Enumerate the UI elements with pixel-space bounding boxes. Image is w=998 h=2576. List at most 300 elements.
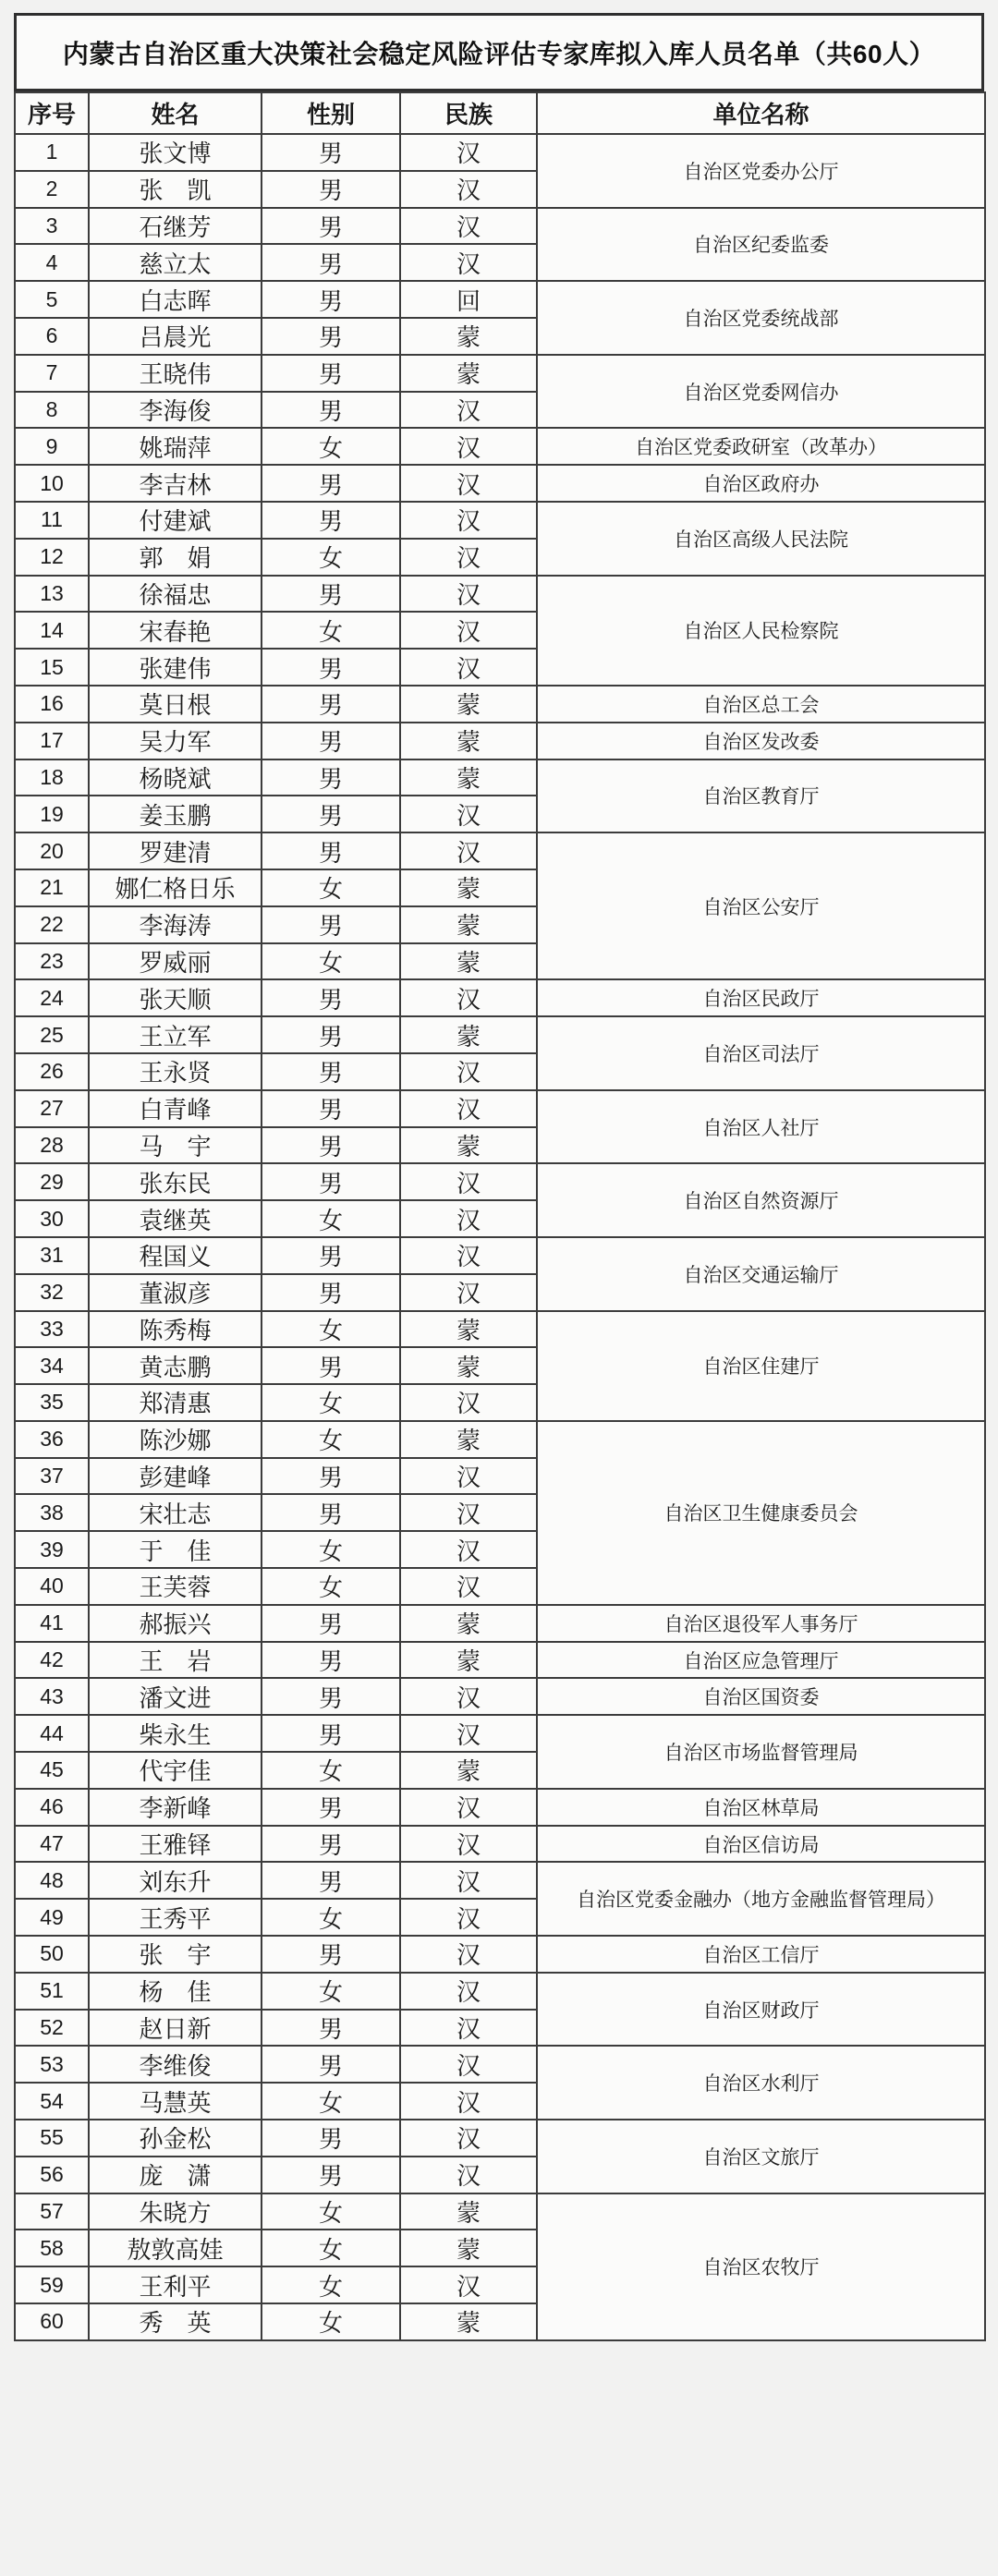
serial-cell: 30 — [15, 1200, 89, 1237]
unit-cell: 自治区水利厅 — [537, 2046, 985, 2120]
serial-cell: 56 — [15, 2157, 89, 2193]
unit-cell: 自治区林草局 — [537, 1789, 985, 1826]
serial-cell: 52 — [15, 2010, 89, 2047]
ethnicity-cell: 蒙 — [400, 1642, 537, 1679]
name-cell: 宋壮志 — [89, 1494, 262, 1531]
gender-cell: 女 — [262, 1531, 400, 1568]
ethnicity-cell: 汉 — [400, 1163, 537, 1200]
name-cell: 赵日新 — [89, 2010, 262, 2047]
serial-cell: 37 — [15, 1458, 89, 1495]
serial-cell: 8 — [15, 392, 89, 429]
name-cell: 马慧英 — [89, 2083, 262, 2120]
gender-cell: 男 — [262, 1678, 400, 1715]
gender-cell: 男 — [262, 1347, 400, 1384]
column-header-ethnicity: 民族 — [400, 92, 537, 134]
unit-cell: 自治区党委金融办（地方金融监督管理局） — [537, 1862, 985, 1936]
serial-cell: 3 — [15, 208, 89, 245]
ethnicity-cell: 蒙 — [400, 1127, 537, 1164]
gender-cell: 男 — [262, 1163, 400, 1200]
name-cell: 吴力军 — [89, 723, 262, 759]
ethnicity-cell: 蒙 — [400, 355, 537, 392]
ethnicity-cell: 汉 — [400, 1973, 537, 2010]
name-cell: 王 岩 — [89, 1642, 262, 1679]
column-header-name: 姓名 — [89, 92, 262, 134]
serial-cell: 38 — [15, 1494, 89, 1531]
serial-cell: 42 — [15, 1642, 89, 1679]
unit-cell: 自治区自然资源厅 — [537, 1163, 985, 1237]
name-cell: 张文博 — [89, 134, 262, 171]
column-header-serial: 序号 — [15, 92, 89, 134]
gender-cell: 男 — [262, 576, 400, 613]
gender-cell: 男 — [262, 355, 400, 392]
name-cell: 敖敦高娃 — [89, 2230, 262, 2266]
serial-cell: 58 — [15, 2230, 89, 2266]
serial-cell: 48 — [15, 1862, 89, 1899]
gender-cell: 男 — [262, 759, 400, 796]
serial-cell: 49 — [15, 1899, 89, 1936]
name-cell: 杨晓斌 — [89, 759, 262, 796]
table-row — [15, 723, 985, 759]
serial-cell: 35 — [15, 1384, 89, 1421]
serial-cell: 33 — [15, 1311, 89, 1348]
table-row — [15, 1715, 985, 1752]
gender-cell: 男 — [262, 1715, 400, 1752]
unit-cell: 自治区退役军人事务厅 — [537, 1605, 985, 1642]
unit-cell: 自治区文旅厅 — [537, 2120, 985, 2193]
table-row — [15, 1642, 985, 1679]
serial-cell: 22 — [15, 906, 89, 943]
unit-cell: 自治区农牧厅 — [537, 2193, 985, 2340]
table-row — [15, 1237, 985, 1274]
name-cell: 娜仁格日乐 — [89, 869, 262, 906]
name-cell: 白青峰 — [89, 1090, 262, 1127]
table-row — [15, 1936, 985, 1973]
ethnicity-cell: 汉 — [400, 1531, 537, 1568]
name-cell: 黄志鹏 — [89, 1347, 262, 1384]
column-header-gender: 性别 — [262, 92, 400, 134]
name-cell: 王立军 — [89, 1016, 262, 1053]
gender-cell: 女 — [262, 2193, 400, 2230]
name-cell: 李维俊 — [89, 2046, 262, 2083]
name-cell: 郑清惠 — [89, 1384, 262, 1421]
name-cell: 莫日根 — [89, 686, 262, 723]
ethnicity-cell: 汉 — [400, 1384, 537, 1421]
name-cell: 刘东升 — [89, 1862, 262, 1899]
gender-cell: 男 — [262, 134, 400, 171]
name-cell: 彭建峰 — [89, 1458, 262, 1495]
ethnicity-cell: 汉 — [400, 796, 537, 832]
serial-cell: 50 — [15, 1936, 89, 1973]
serial-cell: 28 — [15, 1127, 89, 1164]
ethnicity-cell: 汉 — [400, 2266, 537, 2303]
ethnicity-cell: 蒙 — [400, 759, 537, 796]
gender-cell: 男 — [262, 649, 400, 686]
name-cell: 袁继英 — [89, 1200, 262, 1237]
gender-cell: 男 — [262, 2046, 400, 2083]
name-cell: 庞 潇 — [89, 2157, 262, 2193]
serial-cell: 25 — [15, 1016, 89, 1053]
header-row — [15, 92, 985, 134]
table-row — [15, 1678, 985, 1715]
serial-cell: 39 — [15, 1531, 89, 1568]
name-cell: 程国义 — [89, 1237, 262, 1274]
unit-cell: 自治区党委网信办 — [537, 355, 985, 429]
serial-cell: 15 — [15, 649, 89, 686]
gender-cell: 男 — [262, 2157, 400, 2193]
unit-cell: 自治区人民检察院 — [537, 576, 985, 686]
unit-cell: 自治区市场监督管理局 — [537, 1715, 985, 1789]
unit-cell: 自治区教育厅 — [537, 759, 985, 833]
serial-cell: 45 — [15, 1752, 89, 1789]
gender-cell: 女 — [262, 2230, 400, 2266]
table-row — [15, 979, 985, 1016]
ethnicity-cell: 汉 — [400, 649, 537, 686]
ethnicity-cell: 汉 — [400, 832, 537, 869]
ethnicity-cell: 汉 — [400, 1936, 537, 1973]
title-box — [14, 13, 984, 91]
gender-cell: 男 — [262, 1494, 400, 1531]
gender-cell: 男 — [262, 906, 400, 943]
ethnicity-cell: 汉 — [400, 134, 537, 171]
name-cell: 董淑彦 — [89, 1274, 262, 1311]
serial-cell: 32 — [15, 1274, 89, 1311]
serial-cell: 36 — [15, 1421, 89, 1458]
gender-cell: 男 — [262, 1053, 400, 1090]
serial-cell: 57 — [15, 2193, 89, 2230]
serial-cell: 26 — [15, 1053, 89, 1090]
ethnicity-cell: 汉 — [400, 2010, 537, 2047]
serial-cell: 40 — [15, 1568, 89, 1605]
name-cell: 王晓伟 — [89, 355, 262, 392]
gender-cell: 男 — [262, 502, 400, 539]
name-cell: 罗威丽 — [89, 943, 262, 980]
table-row — [15, 2193, 985, 2230]
name-cell: 李海俊 — [89, 392, 262, 429]
unit-cell: 自治区党委办公厅 — [537, 134, 985, 208]
table-row — [15, 1016, 985, 1053]
ethnicity-cell: 汉 — [400, 1678, 537, 1715]
table-row — [15, 2046, 985, 2083]
name-cell: 慈立太 — [89, 244, 262, 281]
unit-cell: 自治区人社厅 — [537, 1090, 985, 1164]
serial-cell: 24 — [15, 979, 89, 1016]
serial-cell: 27 — [15, 1090, 89, 1127]
name-cell: 李新峰 — [89, 1789, 262, 1826]
name-cell: 石继芳 — [89, 208, 262, 245]
serial-cell: 11 — [15, 502, 89, 539]
ethnicity-cell: 蒙 — [400, 318, 537, 355]
table-row — [15, 355, 985, 392]
serial-cell: 46 — [15, 1789, 89, 1826]
serial-cell: 54 — [15, 2083, 89, 2120]
gender-cell: 男 — [262, 686, 400, 723]
unit-cell: 自治区纪委监委 — [537, 208, 985, 282]
name-cell: 陈秀梅 — [89, 1311, 262, 1348]
name-cell: 陈沙娜 — [89, 1421, 262, 1458]
name-cell: 张 凯 — [89, 171, 262, 208]
ethnicity-cell: 蒙 — [400, 686, 537, 723]
ethnicity-cell: 汉 — [400, 1568, 537, 1605]
gender-cell: 男 — [262, 465, 400, 502]
ethnicity-cell: 汉 — [400, 2120, 537, 2157]
unit-cell: 自治区住建厅 — [537, 1311, 985, 1421]
unit-cell: 自治区财政厅 — [537, 1973, 985, 2047]
name-cell: 王雅铎 — [89, 1826, 262, 1863]
name-cell: 朱晓方 — [89, 2193, 262, 2230]
ethnicity-cell: 汉 — [400, 1274, 537, 1311]
serial-cell: 1 — [15, 134, 89, 171]
unit-cell: 自治区总工会 — [537, 686, 985, 723]
serial-cell: 23 — [15, 943, 89, 980]
ethnicity-cell: 蒙 — [400, 1421, 537, 1458]
serial-cell: 13 — [15, 576, 89, 613]
name-cell: 李吉林 — [89, 465, 262, 502]
serial-cell: 20 — [15, 832, 89, 869]
serial-cell: 47 — [15, 1826, 89, 1863]
table-row — [15, 576, 985, 613]
gender-cell: 男 — [262, 1605, 400, 1642]
gender-cell: 男 — [262, 318, 400, 355]
unit-cell: 自治区司法厅 — [537, 1016, 985, 1090]
serial-cell: 59 — [15, 2266, 89, 2303]
serial-cell: 60 — [15, 2303, 89, 2340]
unit-cell: 自治区信访局 — [537, 1826, 985, 1863]
gender-cell: 男 — [262, 1016, 400, 1053]
gender-cell: 男 — [262, 832, 400, 869]
ethnicity-cell: 蒙 — [400, 869, 537, 906]
serial-cell: 29 — [15, 1163, 89, 1200]
ethnicity-cell: 汉 — [400, 1789, 537, 1826]
unit-cell: 自治区政府办 — [537, 465, 985, 502]
serial-cell: 31 — [15, 1237, 89, 1274]
gender-cell: 男 — [262, 979, 400, 1016]
gender-cell: 女 — [262, 1421, 400, 1458]
gender-cell: 男 — [262, 1090, 400, 1127]
gender-cell: 男 — [262, 1789, 400, 1826]
gender-cell: 男 — [262, 2120, 400, 2157]
gender-cell: 男 — [262, 1936, 400, 1973]
serial-cell: 21 — [15, 869, 89, 906]
name-cell: 潘文进 — [89, 1678, 262, 1715]
name-cell: 张东民 — [89, 1163, 262, 1200]
gender-cell: 男 — [262, 796, 400, 832]
gender-cell: 女 — [262, 1200, 400, 1237]
name-cell: 付建斌 — [89, 502, 262, 539]
name-cell: 张天顺 — [89, 979, 262, 1016]
gender-cell: 男 — [262, 1826, 400, 1863]
name-cell: 孙金松 — [89, 2120, 262, 2157]
unit-cell: 自治区党委统战部 — [537, 281, 985, 355]
table-row — [15, 134, 985, 171]
personnel-table — [14, 91, 986, 2341]
serial-cell: 12 — [15, 539, 89, 576]
unit-cell: 自治区卫生健康委员会 — [537, 1421, 985, 1605]
table-row — [15, 1789, 985, 1826]
name-cell: 姜玉鹏 — [89, 796, 262, 832]
name-cell: 代宇佳 — [89, 1752, 262, 1789]
ethnicity-cell: 蒙 — [400, 1347, 537, 1384]
ethnicity-cell: 汉 — [400, 208, 537, 245]
ethnicity-cell: 蒙 — [400, 2303, 537, 2340]
gender-cell: 男 — [262, 171, 400, 208]
gender-cell: 女 — [262, 428, 400, 465]
ethnicity-cell: 汉 — [400, 502, 537, 539]
table-row — [15, 1311, 985, 1348]
gender-cell: 男 — [262, 1458, 400, 1495]
gender-cell: 女 — [262, 943, 400, 980]
gender-cell: 女 — [262, 1973, 400, 2010]
table-row — [15, 832, 985, 869]
name-cell: 王秀平 — [89, 1899, 262, 1936]
table-row — [15, 1862, 985, 1899]
name-cell: 王芙蓉 — [89, 1568, 262, 1605]
gender-cell: 女 — [262, 2303, 400, 2340]
serial-cell: 18 — [15, 759, 89, 796]
ethnicity-cell: 汉 — [400, 428, 537, 465]
serial-cell: 44 — [15, 1715, 89, 1752]
gender-cell: 男 — [262, 281, 400, 318]
table-row — [15, 208, 985, 245]
name-cell: 吕晨光 — [89, 318, 262, 355]
name-cell: 宋春艳 — [89, 612, 262, 649]
name-cell: 王永贤 — [89, 1053, 262, 1090]
serial-cell: 2 — [15, 171, 89, 208]
gender-cell: 男 — [262, 1237, 400, 1274]
name-cell: 白志晖 — [89, 281, 262, 318]
name-cell: 李海涛 — [89, 906, 262, 943]
ethnicity-cell: 汉 — [400, 1458, 537, 1495]
table-row — [15, 428, 985, 465]
ethnicity-cell: 汉 — [400, 2046, 537, 2083]
name-cell: 杨 佳 — [89, 1973, 262, 2010]
ethnicity-cell: 汉 — [400, 1715, 537, 1752]
gender-cell: 男 — [262, 723, 400, 759]
ethnicity-cell: 汉 — [400, 612, 537, 649]
gender-cell: 女 — [262, 869, 400, 906]
ethnicity-cell: 蒙 — [400, 2193, 537, 2230]
gender-cell: 女 — [262, 1899, 400, 1936]
unit-cell: 自治区公安厅 — [537, 832, 985, 979]
gender-cell: 女 — [262, 1311, 400, 1348]
ethnicity-cell: 蒙 — [400, 1752, 537, 1789]
gender-cell: 男 — [262, 392, 400, 429]
ethnicity-cell: 汉 — [400, 539, 537, 576]
ethnicity-cell: 蒙 — [400, 1605, 537, 1642]
table-row — [15, 1163, 985, 1200]
unit-cell: 自治区国资委 — [537, 1678, 985, 1715]
unit-cell: 自治区高级人民法院 — [537, 502, 985, 576]
ethnicity-cell: 汉 — [400, 1494, 537, 1531]
ethnicity-cell: 汉 — [400, 2083, 537, 2120]
table-row — [15, 465, 985, 502]
table-row — [15, 2120, 985, 2157]
unit-cell: 自治区交通运输厅 — [537, 1237, 985, 1311]
gender-cell: 男 — [262, 2010, 400, 2047]
gender-cell: 男 — [262, 244, 400, 281]
ethnicity-cell: 蒙 — [400, 1016, 537, 1053]
unit-cell: 自治区工信厅 — [537, 1936, 985, 1973]
ethnicity-cell: 蒙 — [400, 2230, 537, 2266]
gender-cell: 女 — [262, 2266, 400, 2303]
unit-cell: 自治区党委政研室（改革办） — [537, 428, 985, 465]
gender-cell: 女 — [262, 1568, 400, 1605]
name-cell: 姚瑞萍 — [89, 428, 262, 465]
table-row — [15, 1973, 985, 2010]
table-row — [15, 686, 985, 723]
ethnicity-cell: 汉 — [400, 576, 537, 613]
serial-cell: 4 — [15, 244, 89, 281]
ethnicity-cell: 蒙 — [400, 1311, 537, 1348]
table-row — [15, 1090, 985, 1127]
serial-cell: 16 — [15, 686, 89, 723]
page-title: 内蒙古自治区重大决策社会稳定风险评估专家库拟入库人员名单（共60人） — [62, 39, 936, 68]
table-row — [15, 1826, 985, 1863]
name-cell: 马 宇 — [89, 1127, 262, 1164]
serial-cell: 53 — [15, 2046, 89, 2083]
serial-cell: 14 — [15, 612, 89, 649]
serial-cell: 55 — [15, 2120, 89, 2157]
ethnicity-cell: 汉 — [400, 1090, 537, 1127]
ethnicity-cell: 汉 — [400, 1237, 537, 1274]
serial-cell: 10 — [15, 465, 89, 502]
ethnicity-cell: 汉 — [400, 1899, 537, 1936]
gender-cell: 男 — [262, 1274, 400, 1311]
serial-cell: 9 — [15, 428, 89, 465]
ethnicity-cell: 汉 — [400, 1862, 537, 1899]
ethnicity-cell: 汉 — [400, 1200, 537, 1237]
unit-cell: 自治区发改委 — [537, 723, 985, 759]
serial-cell: 34 — [15, 1347, 89, 1384]
name-cell: 张 宇 — [89, 1936, 262, 1973]
name-cell: 柴永生 — [89, 1715, 262, 1752]
name-cell: 于 佳 — [89, 1531, 262, 1568]
ethnicity-cell: 汉 — [400, 244, 537, 281]
name-cell: 郭 娟 — [89, 539, 262, 576]
serial-cell: 19 — [15, 796, 89, 832]
name-cell: 罗建清 — [89, 832, 262, 869]
ethnicity-cell: 汉 — [400, 1826, 537, 1863]
table-row — [15, 281, 985, 318]
serial-cell: 51 — [15, 1973, 89, 2010]
gender-cell: 男 — [262, 1127, 400, 1164]
name-cell: 王利平 — [89, 2266, 262, 2303]
gender-cell: 男 — [262, 1862, 400, 1899]
ethnicity-cell: 汉 — [400, 979, 537, 1016]
table-row — [15, 759, 985, 796]
serial-cell: 7 — [15, 355, 89, 392]
column-header-unit: 单位名称 — [537, 92, 985, 134]
serial-cell: 17 — [15, 723, 89, 759]
table-row — [15, 1421, 985, 1458]
unit-cell: 自治区应急管理厅 — [537, 1642, 985, 1679]
ethnicity-cell: 汉 — [400, 171, 537, 208]
serial-cell: 5 — [15, 281, 89, 318]
table-row — [15, 1605, 985, 1642]
ethnicity-cell: 汉 — [400, 392, 537, 429]
table-row — [15, 502, 985, 539]
serial-cell: 41 — [15, 1605, 89, 1642]
gender-cell: 女 — [262, 2083, 400, 2120]
gender-cell: 男 — [262, 1642, 400, 1679]
gender-cell: 女 — [262, 1384, 400, 1421]
ethnicity-cell: 汉 — [400, 465, 537, 502]
name-cell: 张建伟 — [89, 649, 262, 686]
gender-cell: 女 — [262, 1752, 400, 1789]
name-cell: 徐福忠 — [89, 576, 262, 613]
name-cell: 秀 英 — [89, 2303, 262, 2340]
gender-cell: 女 — [262, 612, 400, 649]
ethnicity-cell: 汉 — [400, 1053, 537, 1090]
